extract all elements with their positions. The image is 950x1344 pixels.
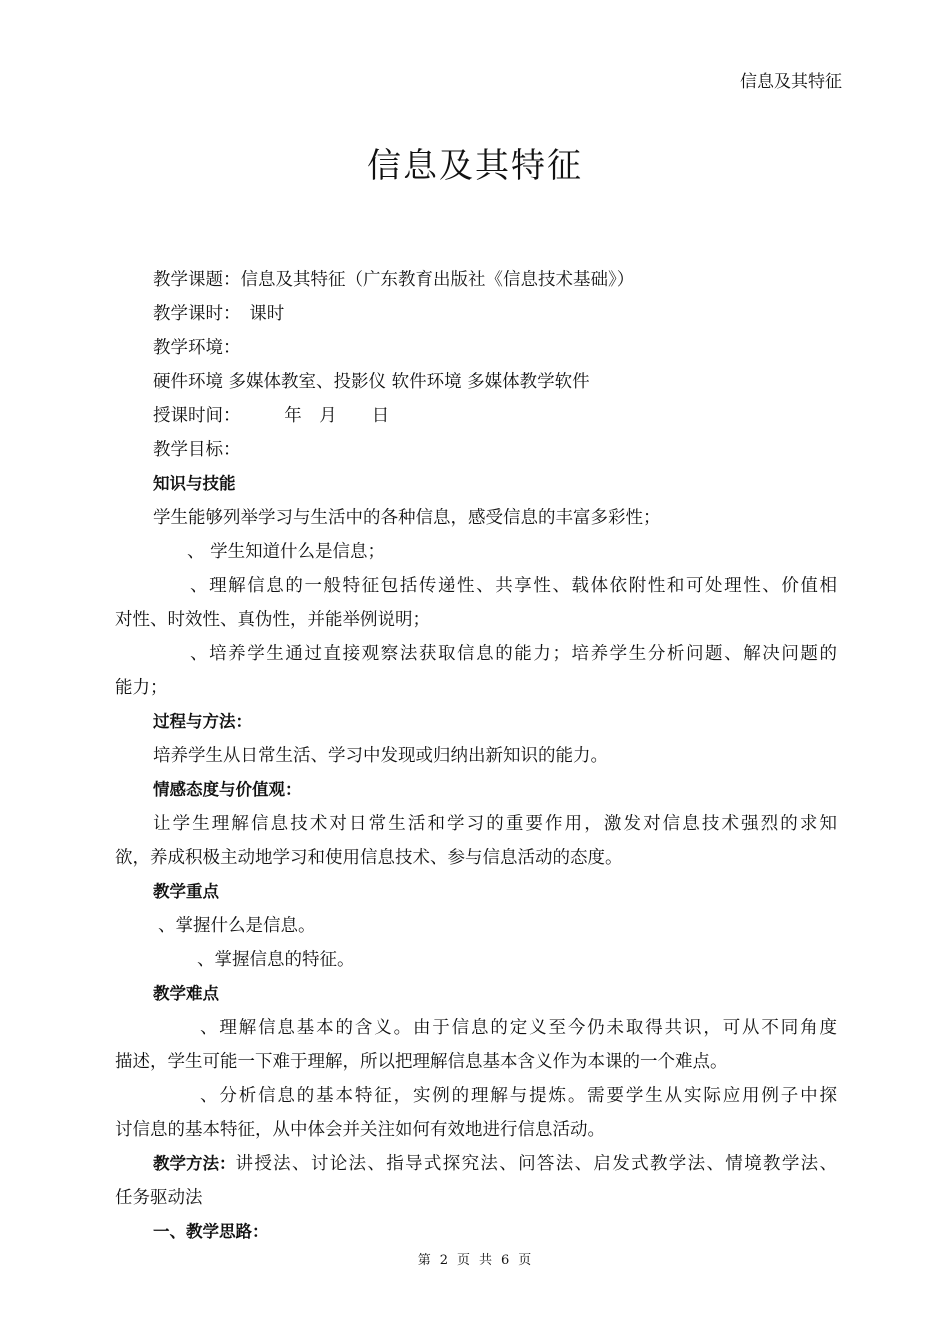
footer-page-number: 2 [439,1253,449,1268]
objectives-label: 教学目标： [153,440,241,460]
methods-line-2: 任务驱动法 [115,1188,203,1208]
knowledge-item-2-line-2: 对性、时效性、真伪性，并能举例说明； [115,610,430,630]
difficulty-1-line-2: 描述，学生可能一下难于理解，所以把理解信息基本含义作为本课的一个难点。 [115,1052,728,1072]
difficulty-2-line-1: 、分析信息的基本特征，实例的理解与提炼。需要学生从实际应用例子中探 [200,1086,837,1106]
teaching-time: 授课时间： 年 月 日 [153,406,390,426]
emotion-line-2: 欲，养成积极主动地学习和使用信息技术、参与信息活动的态度。 [115,848,623,868]
footer-gong: 共 [479,1253,494,1268]
difficulty-2-line-2: 讨信息的基本特征，从中体会并关注如何有效地进行信息活动。 [115,1120,605,1140]
footer-ye-2: 页 [518,1253,533,1268]
methods-label: 教学方法： [153,1154,236,1173]
knowledge-item-2-line-1: 、理解信息的一般特征包括传递性、共享性、载体依附性和可处理性、价值相 [190,576,837,596]
knowledge-intro: 学生能够列举学习与生活中的各种信息，感受信息的丰富多彩性； [153,508,661,528]
key-point-2: 、掌握信息的特征。 [197,950,355,970]
page-title: 信息及其特征 [367,146,583,186]
emotion-heading: 情感态度与价值观： [153,780,302,799]
process-heading: 过程与方法： [153,712,252,731]
environment-detail: 硬件环境 多媒体教室、投影仪 软件环境 多媒体教学软件 [153,372,590,392]
difficulty-heading: 教学难点 [153,984,219,1003]
key-point-1: 、掌握什么是信息。 [158,916,316,936]
lesson-topic: 教学课题：信息及其特征（广东教育出版社《信息技术基础》） [153,270,635,290]
knowledge-item-3-line-2: 能力； [115,678,168,698]
key-points-heading: 教学重点 [153,882,219,901]
environment-label: 教学环境： [153,338,241,358]
knowledge-item-3-line-1: 、培养学生通过直接观察法获取信息的能力；培养学生分析问题、解决问题的 [190,644,837,664]
footer-total-pages: 6 [501,1253,511,1268]
section-teaching-approach: 一、教学思路： [153,1222,269,1241]
footer-di: 第 [417,1253,432,1268]
footer-ye: 页 [456,1253,471,1268]
running-header: 信息及其特征 [740,72,842,92]
methods-line-1 [153,1149,837,1179]
knowledge-item-1: 、 学生知道什么是信息； [187,542,386,562]
emotion-line-1: 让学生理解信息技术对日常生活和学习的重要作用，激发对信息技术强烈的求知 [153,814,837,834]
lesson-hours: 教学课时： 课时 [153,304,285,324]
process-text: 培养学生从日常生活、学习中发现或归纳出新知识的能力。 [153,746,608,766]
difficulty-1-line-1: 、理解信息基本的含义。由于信息的定义至今仍未取得共识，可从不同角度 [200,1018,837,1038]
methods-text: 讲授法、讨论法、指导式探究法、问答法、启发式教学法、情境教学法、 [235,1154,837,1174]
page-footer [0,1249,950,1268]
knowledge-heading: 知识与技能 [153,474,236,493]
